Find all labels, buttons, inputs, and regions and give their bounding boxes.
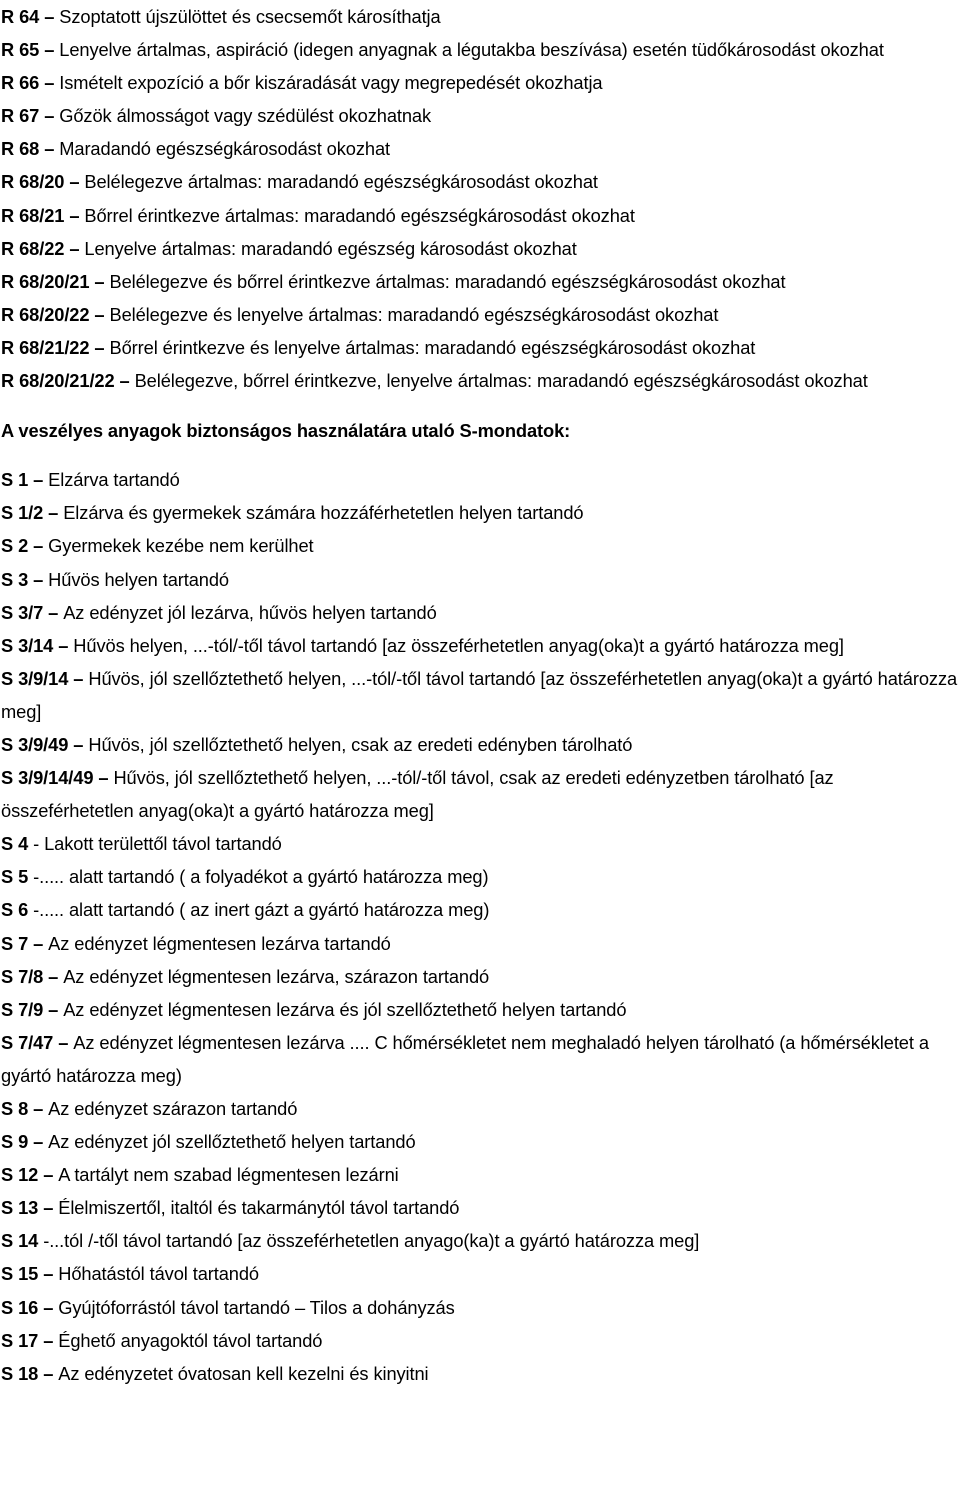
phrase-separator: – (53, 634, 74, 656)
phrase-code: S 7/8 (1, 965, 44, 987)
phrase-separator: – (89, 336, 110, 358)
phrase-text: Lenyelve ártalmas, aspiráció (idegen anyagnak a légutakba beszívása) esetén tüdőkárosodást okozhat (59, 39, 884, 61)
s-phrase-item (1, 596, 958, 629)
phrase-text: Hűvös helyen tartandó (48, 568, 230, 590)
s-phrase-list (1, 463, 958, 1390)
s-phrase-item (1, 960, 958, 993)
phrase-separator: - (28, 833, 45, 855)
phrase-text: Szoptatott újszülöttet és csecsemőt károsíthatja (59, 6, 441, 27)
phrase-separator: – (43, 502, 64, 524)
phrase-separator: – (28, 568, 49, 590)
r-phrase-item (1, 232, 958, 265)
phrase-separator: – (39, 138, 60, 160)
phrase-separator: – (28, 1131, 49, 1153)
s-phrase-item (1, 1191, 958, 1224)
phrase-code: R 67 (1, 105, 40, 127)
phrase-text: Lakott területtől távol tartandó (44, 833, 282, 855)
phrase-code: S 7/9 (1, 998, 44, 1020)
phrase-code: R 68/22 (1, 237, 65, 259)
phrase-text: Belélegezve, bőrrel érintkezve, lenyelve ártalmas: maradandó egészségkárosodást okozhat (134, 370, 868, 392)
phrase-code: R 64 (1, 6, 40, 27)
phrase-code: S 12 (1, 1164, 39, 1186)
phrase-code: S 3/9/14 (1, 667, 69, 689)
phrase-code: S 4 (1, 833, 29, 855)
phrase-code: S 5 (1, 866, 29, 888)
phrase-separator: – (39, 39, 60, 61)
phrase-separator: – (89, 303, 110, 325)
phrase-separator: – (38, 1164, 59, 1186)
phrase-text: Bőrrel érintkezve ártalmas: maradandó egészségkárosodást okozhat (84, 204, 635, 226)
phrase-separator: – (114, 370, 135, 392)
r-phrase-item (1, 165, 958, 198)
phrase-text: Gőzök álmosságot vagy szédülést okozhatnak (59, 105, 432, 127)
phrase-separator: – (39, 72, 60, 94)
phrase-separator: – (64, 171, 85, 193)
s-phrase-item (1, 1224, 958, 1257)
phrase-code: R 65 (1, 39, 40, 61)
phrase-separator: – (28, 469, 49, 491)
phrase-code: S 13 (1, 1197, 39, 1219)
phrase-separator: – (38, 1263, 59, 1285)
phrase-text: Ismételt expozíció a bőr kiszáradását vagy megrepedését okozhatja (59, 72, 603, 94)
r-phrase-item (1, 66, 958, 99)
phrase-code: S 3/9/14/49 (1, 767, 94, 789)
phrase-text: Élelmiszertől, italtól és takarmánytól távol tartandó (58, 1197, 460, 1219)
phrase-separator: – (38, 1197, 59, 1219)
phrase-code: S 6 (1, 899, 29, 921)
phrase-text: Az edényzet szárazon tartandó (48, 1098, 298, 1119)
phrase-separator: – (38, 1296, 59, 1318)
phrase-separator: – (43, 965, 64, 987)
phrase-text: Hűvös, jól szellőztethető helyen, csak az eredeti edényben tárolható (88, 733, 633, 755)
s-phrase-item (1, 463, 958, 496)
phrase-code: S 3/7 (1, 601, 44, 623)
s-phrase-item (1, 893, 958, 926)
phrase-separator: – (28, 535, 49, 557)
phrase-text: Az edényzet légmentesen lezárva tartandó (48, 932, 391, 954)
phrase-text: Az edényzet jól lezárva, hűvös helyen tartandó (63, 601, 437, 623)
phrase-text: Hűvös helyen, ...-tól/-től távol tartandó [az összeférhetetlen anyag(oka)t a gyártó határozza meg] (73, 634, 844, 656)
phrase-separator: – (43, 998, 64, 1020)
phrase-separator: – (38, 1362, 59, 1384)
phrase-text: Az edényzetet óvatosan kell kezelni és kinyitni (58, 1362, 429, 1384)
phrase-code: S 9 (1, 1131, 29, 1153)
phrase-text: Elzárva és gyermekek számára hozzáférhetetlen helyen tartandó (63, 502, 584, 524)
phrase-text: Elzárva tartandó (48, 469, 180, 491)
phrase-separator: - (28, 866, 40, 888)
phrase-code: S 3/14 (1, 634, 54, 656)
phrase-separator: – (39, 105, 60, 127)
s-phrases-heading: A veszélyes anyagok biztonságos használatára utaló S-mondatok: (1, 419, 571, 441)
s-phrase-item (1, 827, 958, 860)
phrase-code: R 68/20 (1, 171, 65, 193)
phrase-code: S 7 (1, 932, 29, 954)
phrase-code: R 68/20/21 (1, 270, 90, 292)
phrase-text: Belélegezve és bőrrel érintkezve ártalmas: maradandó egészségkárosodást okozhat (109, 270, 786, 292)
s-phrase-item (1, 761, 958, 827)
phrase-text: Gyermekek kezébe nem kerülhet (48, 535, 314, 557)
phrase-text: Hűvös, jól szellőztethető helyen, ...-tól/-től távol tartandó [az összeférhetetlen anyag(oka)t a gyártó határozza meg] (1, 667, 958, 722)
phrase-text: ..... alatt tartandó ( a folyadékot a gyártó határozza meg) (39, 866, 489, 888)
phrase-code: S 3 (1, 568, 29, 590)
phrase-separator: – (28, 1098, 49, 1119)
phrase-separator: – (89, 270, 110, 292)
phrase-code: S 1/2 (1, 502, 44, 524)
phrase-separator: – (64, 204, 85, 226)
s-phrase-item (1, 860, 958, 893)
phrase-code: R 68/20/21/22 (1, 370, 115, 392)
s-phrase-item (1, 1291, 958, 1324)
s-phrase-item (1, 629, 958, 662)
phrase-text: Az edényzet jól szellőztethető helyen tartandó (48, 1131, 416, 1153)
r-phrase-item (1, 298, 958, 331)
phrase-code: S 15 (1, 1263, 39, 1285)
phrase-text: Belélegezve ártalmas: maradandó egészségkárosodást okozhat (84, 171, 598, 193)
phrase-code: S 1 (1, 469, 29, 491)
phrase-code: R 68 (1, 138, 40, 160)
phrase-code: S 3/9/49 (1, 733, 69, 755)
phrase-code: R 66 (1, 72, 40, 94)
phrase-separator: – (38, 1329, 59, 1351)
s-phrase-item (1, 993, 958, 1026)
s-phrase-item (1, 529, 958, 562)
phrase-separator: - (38, 1230, 50, 1252)
s-phrase-item (1, 1125, 958, 1158)
r-phrase-list (1, 0, 958, 397)
phrase-separator: – (28, 932, 49, 954)
phrase-code: R 68/20/22 (1, 303, 90, 325)
phrase-text: Gyújtóforrástól távol tartandó – Tilos a dohányzás (58, 1296, 455, 1318)
phrase-separator: – (68, 733, 89, 755)
phrase-separator: – (53, 1031, 74, 1053)
phrase-text: Maradandó egészségkárosodást okozhat (59, 138, 391, 160)
s-phrase-item (1, 1357, 958, 1390)
r-phrase-item (1, 199, 958, 232)
phrase-text: A tartályt nem szabad légmentesen lezárni (58, 1164, 399, 1186)
phrase-separator: – (68, 667, 89, 689)
phrase-code: S 18 (1, 1362, 39, 1384)
phrase-text: Bőrrel érintkezve és lenyelve ártalmas: maradandó egészségkárosodást okozhat (109, 336, 756, 358)
r-phrase-item (1, 33, 958, 66)
phrase-text: Az edényzet légmentesen lezárva .... C hőmérsékletet nem meghaladó helyen tárolható (a hőmérsékletet a gyártó határozza meg) (1, 1031, 929, 1086)
r-phrase-item (1, 132, 958, 165)
s-phrase-item (1, 1324, 958, 1357)
s-phrase-item (1, 1092, 958, 1125)
s-phrase-item (1, 1026, 958, 1092)
s-phrase-item (1, 496, 958, 529)
phrase-separator: - (28, 899, 40, 921)
r-phrase-item (1, 0, 958, 33)
phrase-code: R 68/21/22 (1, 336, 90, 358)
phrase-text: Éghető anyagoktól távol tartandó (58, 1329, 323, 1351)
phrase-separator: – (93, 767, 114, 789)
phrase-code: S 16 (1, 1296, 39, 1318)
s-phrase-item (1, 927, 958, 960)
phrase-text: Az edényzet légmentesen lezárva, szárazon tartandó (63, 965, 490, 987)
phrase-text: ..... alatt tartandó ( az inert gázt a gyártó határozza meg) (39, 899, 490, 921)
phrase-code: R 68/21 (1, 204, 65, 226)
phrase-code: S 8 (1, 1098, 29, 1119)
r-phrase-item (1, 99, 958, 132)
phrase-separator: – (39, 6, 60, 27)
phrase-text: Hűvös, jól szellőztethető helyen, ...-tól/-től távol, csak az eredeti edényzetben tárolható [az összeférhetetlen anyag(oka)t a gyártó határozza meg] (1, 767, 834, 822)
phrase-code: S 2 (1, 535, 29, 557)
phrase-text: Belélegezve és lenyelve ártalmas: maradandó egészségkárosodást okozhat (109, 303, 719, 325)
phrase-text: ...tól /-től távol tartandó [az összeférhetetlen anyago(ka)t a gyártó határozza meg] (49, 1230, 700, 1252)
r-phrase-item (1, 331, 958, 364)
phrase-separator: – (43, 601, 64, 623)
s-phrase-item (1, 728, 958, 761)
phrase-separator: – (64, 237, 85, 259)
s-phrase-item (1, 662, 958, 728)
s-phrase-item (1, 1158, 958, 1191)
phrase-text: Az edényzet légmentesen lezárva és jól szellőztethető helyen tartandó (63, 998, 627, 1020)
phrase-text: Lenyelve ártalmas: maradandó egészség károsodást okozhat (84, 237, 577, 259)
phrase-text: Hőhatástól távol tartandó (58, 1263, 260, 1285)
s-phrase-item (1, 563, 958, 596)
phrase-code: S 14 (1, 1230, 39, 1252)
r-phrase-item (1, 364, 958, 397)
phrase-code: S 17 (1, 1329, 39, 1351)
s-phrase-item (1, 1257, 958, 1290)
phrase-code: S 7/47 (1, 1031, 54, 1053)
r-phrase-item (1, 265, 958, 298)
